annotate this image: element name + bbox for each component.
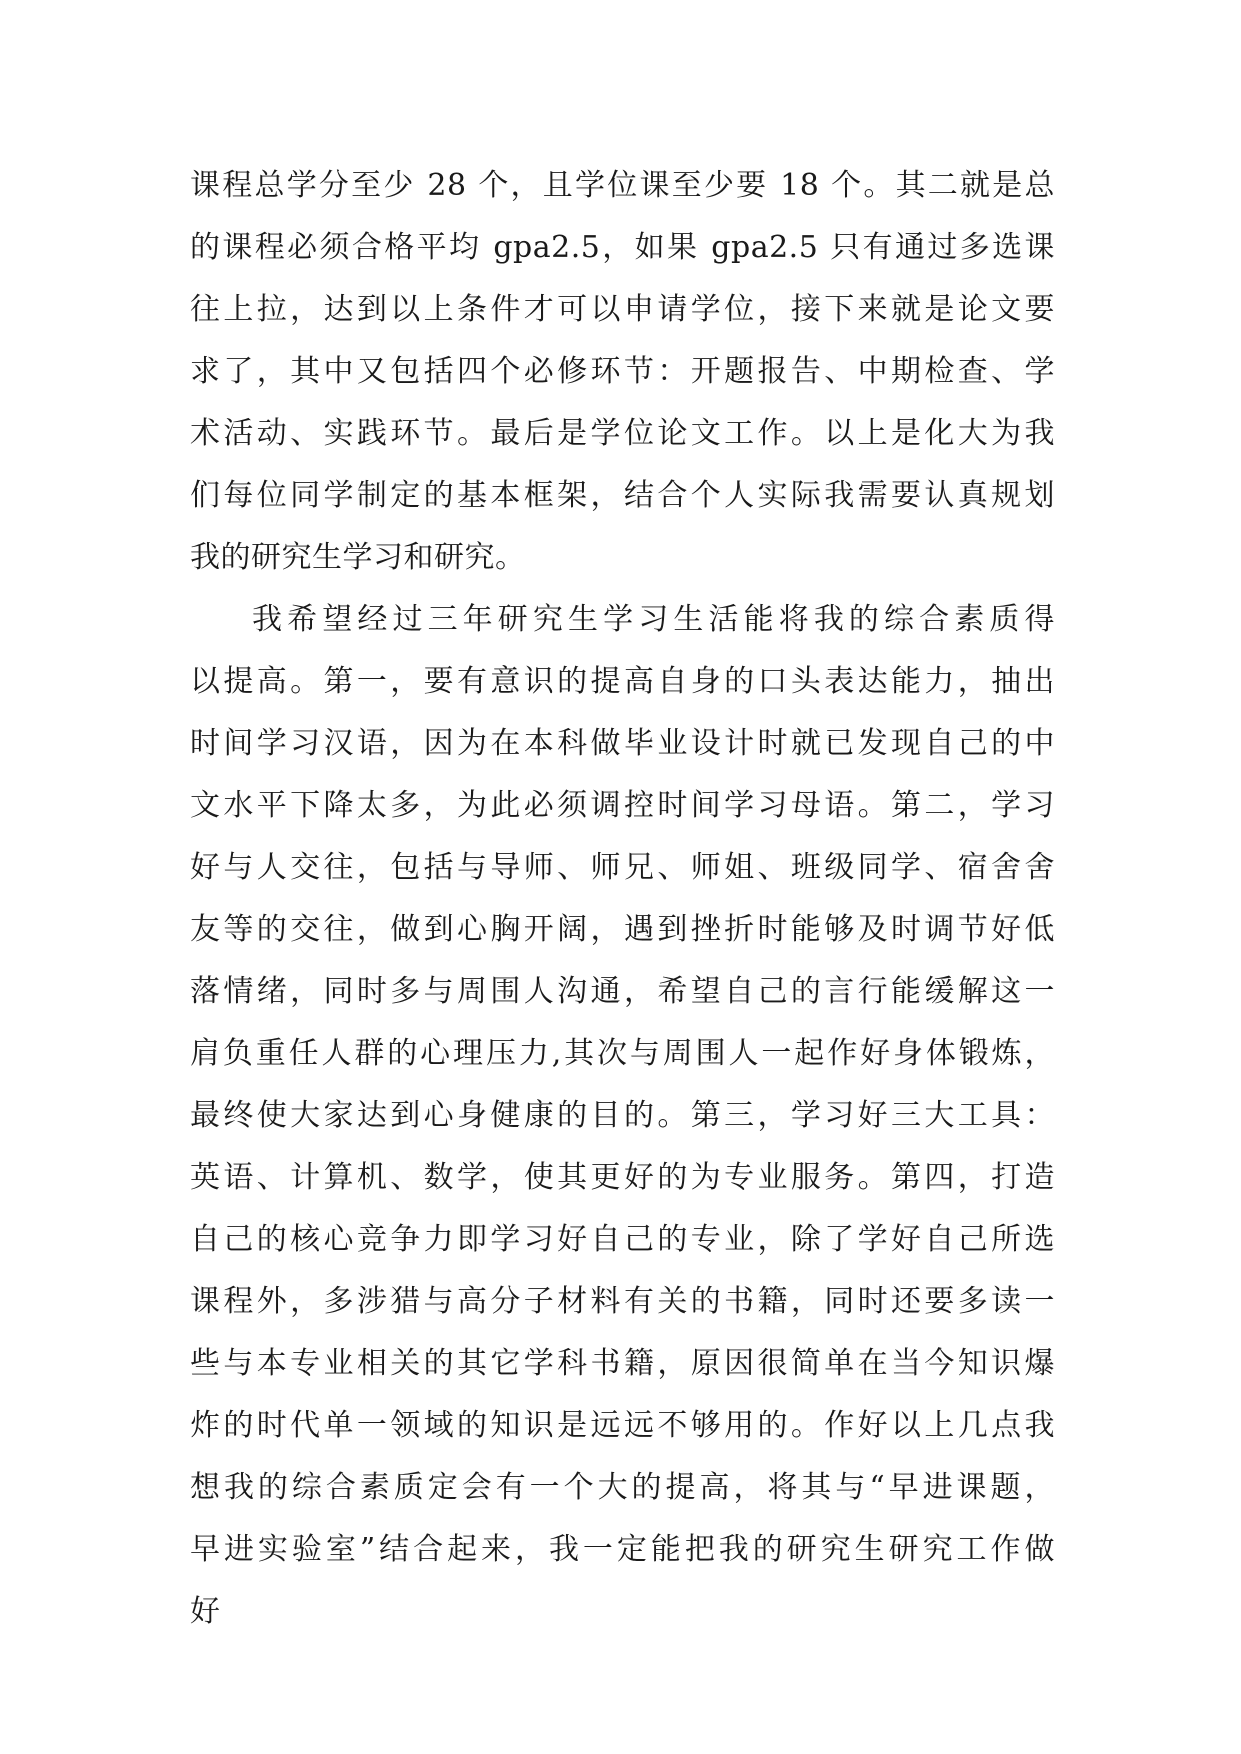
paragraph-2 [190, 589, 1055, 1643]
text-line: 往上拉，达到以上条件才可以申请学位，接下来就是论文要 [190, 292, 1055, 327]
text-line: 些与本专业相关的其它学科书籍，原因很简单在当今知识爆 [190, 1346, 1055, 1381]
text-line: 自己的核心竞争力即学习好自己的专业，除了学好自己所选 [190, 1222, 1055, 1257]
text-line: 早进实验室”结合起来，我一定能把我的研究生研究工作做 [190, 1532, 1055, 1567]
text-line: 术活动、实践环节。最后是学位论文工作。以上是化大为我 [190, 416, 1055, 451]
text-line: 求了，其中又包括四个必修环节：开题报告、中期检查、学 [190, 354, 1055, 389]
text-line: 文水平下降太多，为此必须调控时间学习母语。第二，学习 [190, 788, 1055, 823]
text-line: 我希望经过三年研究生学习生活能将我的综合素质得 [252, 602, 1055, 637]
text-line: 最终使大家达到心身健康的目的。第三，学习好三大工具： [190, 1098, 1055, 1133]
text-line: 课程总学分至少 28 个，且学位课至少要 18 个。其二就是总 [190, 168, 1055, 203]
text-line: 我的研究生学习和研究。 [190, 540, 526, 575]
text-line: 落情绪，同时多与周围人沟通，希望自己的言行能缓解这一 [190, 974, 1055, 1009]
text-line: 想我的综合素质定会有一个大的提高，将其与“早进课题， [190, 1470, 1055, 1505]
text-line: 好与人交往，包括与导师、师兄、师姐、班级同学、宿舍舍 [190, 850, 1055, 885]
text-line: 课程外，多涉猎与高分子材料有关的书籍，同时还要多读一 [190, 1284, 1055, 1319]
text-line: 肩负重任人群的心理压力,其次与周围人一起作好身体锻炼， [190, 1036, 1055, 1071]
body-text [190, 155, 1055, 1643]
text-line: 时间学习汉语，因为在本科做毕业设计时就已发现自己的中 [190, 726, 1055, 761]
text-line: 们每位同学制定的基本框架，结合个人实际我需要认真规划 [190, 478, 1055, 513]
text-line: 友等的交往，做到心胸开阔，遇到挫折时能够及时调节好低 [190, 912, 1055, 947]
text-line: 好 [190, 1594, 221, 1629]
text-line: 以提高。第一，要有意识的提高自身的口头表达能力，抽出 [190, 664, 1055, 699]
paragraph-1 [190, 155, 1055, 589]
text-line: 的课程必须合格平均 gpa2.5，如果 gpa2.5 只有通过多选课 [190, 230, 1055, 265]
text-line: 英语、计算机、数学，使其更好的为专业服务。第四，打造 [190, 1160, 1055, 1195]
text-line: 炸的时代单一领域的知识是远远不够用的。作好以上几点我 [190, 1408, 1055, 1443]
